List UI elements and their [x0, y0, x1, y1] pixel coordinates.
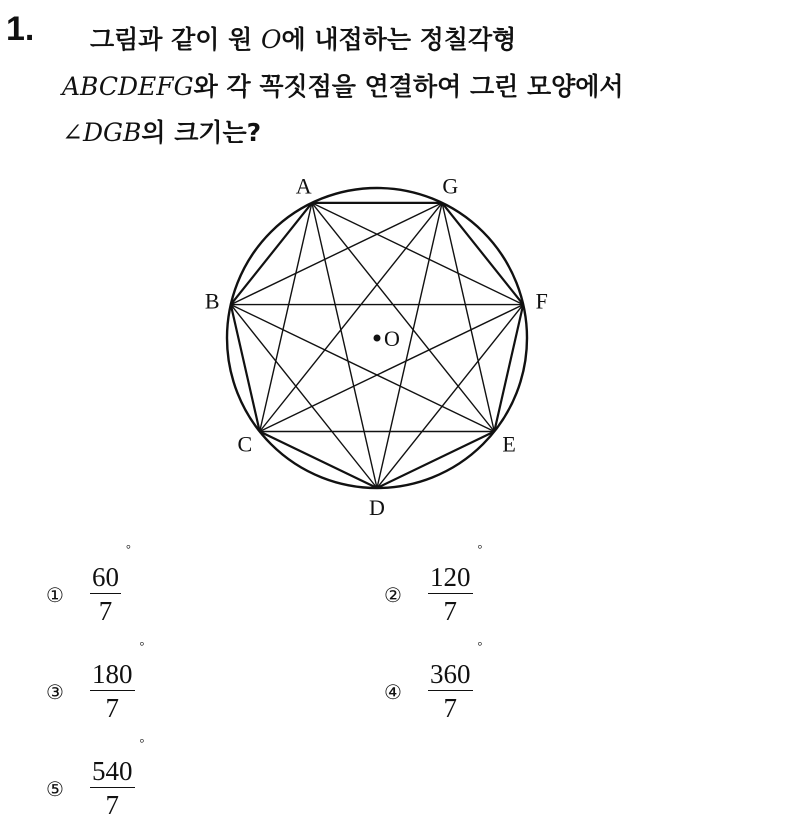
- angle-name: DGB: [82, 118, 142, 147]
- denominator: 7: [105, 790, 119, 820]
- choice-mark: ①: [46, 582, 64, 607]
- choice-mark: ④: [384, 679, 402, 704]
- numerator: 360: [430, 659, 471, 689]
- numerator: 60: [92, 562, 119, 592]
- diagonal-EB: [231, 305, 495, 432]
- choice-1[interactable]: [46, 542, 131, 627]
- vertex-label-C: C: [237, 431, 253, 457]
- diagram-labels: [205, 174, 548, 520]
- denominator: 7: [443, 596, 457, 626]
- choice-mark: ③: [46, 679, 64, 704]
- choice-fraction: [90, 562, 121, 627]
- question-line-3: [62, 113, 261, 149]
- diagonal-AF: [312, 203, 523, 305]
- diagonal-FC: [260, 305, 524, 432]
- angle-symbol: ∠: [62, 118, 83, 147]
- choice-mark: ⑤: [46, 776, 64, 801]
- numerator: 540: [92, 756, 133, 786]
- vertex-label-A: A: [295, 173, 312, 199]
- question-text: 와 각 꼭짓점을 연결하여 그린 모양에서: [193, 72, 624, 101]
- diagonal-GB: [231, 203, 442, 305]
- degree-symbol: °: [477, 639, 483, 653]
- degree-symbol: °: [139, 736, 145, 750]
- diagonal-GC: [260, 203, 442, 432]
- vertex-label-F: F: [535, 288, 548, 314]
- question-number: 1.: [6, 10, 35, 48]
- choice-fraction: [428, 659, 473, 724]
- choice-2[interactable]: [384, 542, 483, 627]
- question-line-2: [62, 67, 624, 103]
- choice-4[interactable]: [384, 639, 483, 724]
- degree-symbol: °: [126, 542, 131, 556]
- choice-fraction: [90, 659, 135, 724]
- choice-fraction: [90, 756, 135, 821]
- heptagon-side-ED: [377, 432, 494, 489]
- diagonal-AE: [312, 203, 494, 432]
- choice-5[interactable]: [46, 736, 145, 821]
- question-line-1: [90, 20, 516, 56]
- polygon-name: ABCDEFG: [62, 72, 194, 101]
- numerator: 180: [92, 659, 133, 689]
- vertex-label-G: G: [442, 173, 459, 199]
- choice-fraction: [428, 562, 473, 627]
- vertex-label-D: D: [369, 495, 385, 520]
- degree-symbol: °: [477, 542, 483, 556]
- question-text: 그림과 같이 원: [90, 25, 262, 54]
- question-text: 에 내접하는 정칠각형: [281, 25, 517, 54]
- denominator: 7: [443, 693, 457, 723]
- diagonal-AD: [312, 203, 377, 488]
- center-point: [374, 335, 381, 342]
- heptagon-side-DC: [260, 432, 377, 489]
- denominator: 7: [98, 596, 113, 626]
- denominator: 7: [105, 693, 119, 723]
- choice-3[interactable]: [46, 639, 145, 724]
- numerator: 120: [430, 562, 471, 592]
- vertex-label-E: E: [502, 431, 516, 457]
- center-label: O: [384, 326, 400, 351]
- degree-symbol: °: [139, 639, 145, 653]
- vertex-label-B: B: [204, 288, 220, 314]
- circle-name: O: [261, 25, 282, 54]
- question-text: 의 크기는?: [141, 118, 262, 147]
- choice-mark: ②: [384, 582, 402, 607]
- heptagon-diagram: [190, 165, 570, 525]
